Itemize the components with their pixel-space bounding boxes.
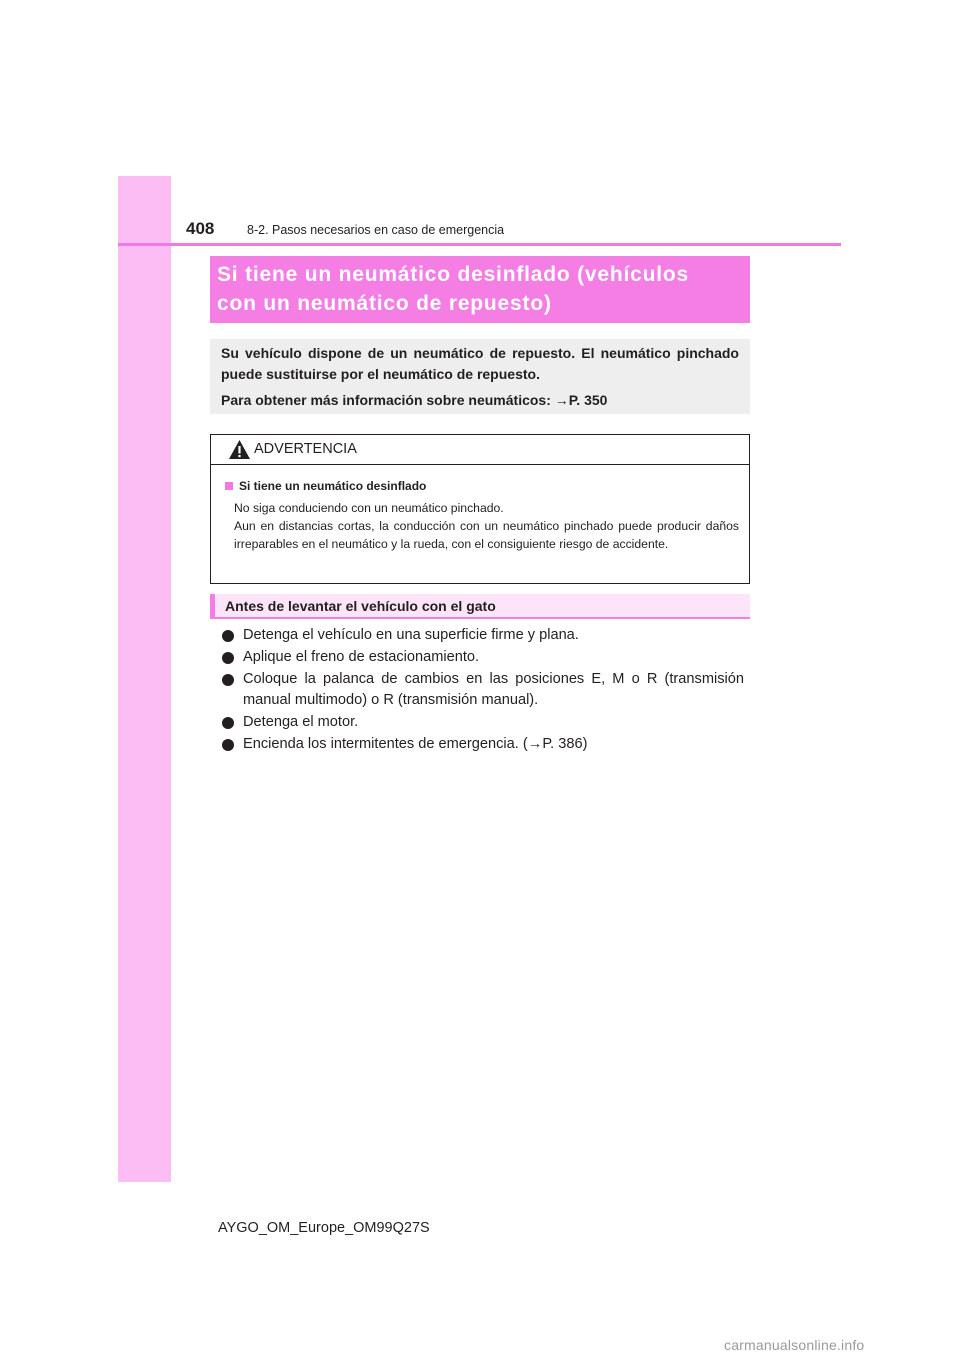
warning-body [211,465,749,553]
intro-paragraph: Su vehículo dispone de un neumático de repuesto. El neumático pinchado puede sustituirse por el neumático de repuesto. [221,345,739,382]
page-title-line2: con un neumático de repuesto) [217,292,552,315]
warning-triangle-icon [228,439,251,460]
warning-subtitle-text: Si tiene un neumático desinflado [239,479,427,493]
arrow-icon: → [554,392,569,408]
page-reference-link[interactable]: P. 350 [568,392,608,408]
steps-list [222,625,744,756]
list-item [222,734,744,755]
bullet-icon [222,630,234,642]
list-item-text: Detenga el motor. [243,714,359,730]
bullet-icon [222,717,234,729]
list-item-text: Coloque la palanca de cambios en las posiciones E, M o R (transmisión manual multimodo) o R (transmisión manual). [243,671,744,708]
list-item [222,625,744,646]
list-item [222,669,744,711]
watermark: carmanualsonline.info [724,1337,865,1353]
warning-line-1: No siga conduciendo con un neumático pinchado. [234,501,504,515]
square-bullet-icon [225,482,233,490]
bullet-icon [222,674,234,686]
list-item-text: Detenga el vehículo en una superficie firme y plana. [243,627,579,643]
intro-box [210,339,750,414]
warning-box [210,434,750,584]
page-title [217,260,738,318]
page-number: 408 [186,219,215,238]
list-item-text: Aplique el freno de estacionamiento. [243,649,480,665]
footer-document-code: AYGO_OM_Europe_OM99Q27S [218,1220,430,1236]
warning-text [225,499,739,553]
page-title-line1: Si tiene un neumático desinflado (vehículos [217,263,689,286]
warning-label: ADVERTENCIA [254,441,357,457]
page-title-box [210,256,750,323]
warning-subtitle [225,477,739,495]
header-divider [118,243,841,246]
section-subheading: Antes de levantar el vehículo con el gato [210,594,750,619]
warning-header [211,435,749,465]
warning-line-2: Aun en distancias cortas, la conducción con un neumático pinchado puede producir daños irreparables en el neumático y la rueda, con el consiguiente riesgo de accidente. [234,519,739,551]
intro-reference-text: Para obtener más información sobre neumáticos: [221,392,555,408]
chapter-section-title: 8-2. Pasos necesarios en caso de emergencia [247,223,505,237]
list-item [222,647,744,668]
bullet-icon [222,739,234,751]
list-item-text: Encienda los intermitentes de emergencia. (→P. 386) [243,736,588,752]
bullet-icon [222,652,234,664]
list-item [222,712,744,733]
side-band [118,176,171,1182]
intro-reference [221,390,739,411]
